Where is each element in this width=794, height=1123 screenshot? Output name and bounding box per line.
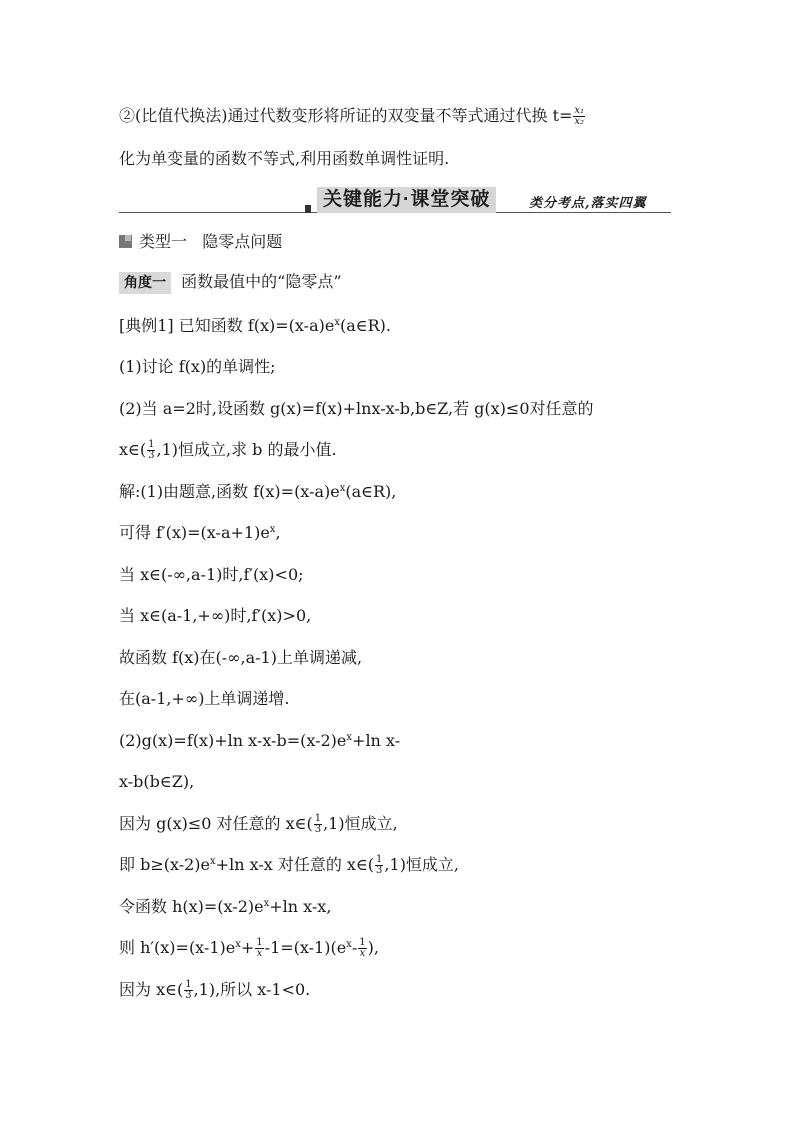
section-title: 关键能力·课堂突破 [317,187,496,213]
intro-line-2: 化为单变量的函数不等式,利用函数单调性证明. [119,149,450,168]
question-1: (1)讨论 f(x)的单调性; [119,357,276,376]
solution-line-3: 当 x∈(-∞,a-1)时,f′(x)<0; [119,565,304,584]
fraction-one-third: $\frac{1}{3}$ [185,979,192,1001]
solution-line-5: 故函数 f(x)在(-∞,a-1)上单调递减, [119,648,363,667]
solution-line-13: 因为 x∈( $\frac{1}{3}$ ,1),所以 x-1<0. [119,979,311,1001]
section-marker-icon [305,205,311,213]
solution-line-4: 当 x∈(a-1,+∞)时,f′(x)>0, [119,606,312,625]
type-title: 隐零点问题 [202,232,283,251]
angle-heading [119,271,342,294]
solution-line-9: 因为 g(x)≤0 对任意的 x∈( $\frac{1}{3}$ ,1)恒成立, [119,813,398,835]
fraction-one-third: $\frac{1}{3}$ [376,854,383,876]
fraction-one-over-x: $\frac{1}{x}$ [359,937,366,959]
solution-line-10: 即 $b\ge(x-2)e^x+\ln$ x-x 对任意的 x∈( $\frac{1}{3}$ ,1)恒成立, [119,854,460,876]
solution-line-1: 解:(1)由题意,函数 $f(x)=(x-a)e^x(a\in R)$, [119,482,397,501]
type-heading [119,231,282,253]
intro-line-1 [119,106,586,127]
solution-line-2: 可得 $f'(x)=(x-a+1)e^x$, [119,523,281,542]
type-square-accent-icon [125,235,131,241]
intro-text: ②(比值代换法)通过代数变形将所证的双变量不等式通过代换 t= [119,106,573,125]
solution-line-12: 则 $h'(x)=(x-1)e^x+$ $\frac{1}{x}$ $-1=(x-1)(e^x-$ $\frac{1}{x}$ ), [119,937,379,959]
fraction-x1-x2: $\frac{\text{x₁}}{\text{x₂}}$ [574,105,585,127]
type-label: 类型一 [139,232,188,251]
solution-line-6: 在(a-1,+∞)上单调递增. [119,689,290,708]
angle-tag: 角度一 [119,272,171,294]
question-2-line-1: (2)当 a=2时,设函数 g(x)=f(x)+lnx-x-b,b∈Z,若 g(x)≤0对任意的 [119,399,594,418]
solution-line-8: x-b(b∈Z), [119,772,195,791]
section-subtitle: 类分考点,落实四翼 [529,196,647,211]
question-2-line-2: x∈( $\frac{1}{3}$ ,1)恒成立,求 b 的最小值. [119,439,337,461]
solution-line-7: (2)g(x)=f(x)+ln $x-x-b=(x-2)e^x+\ln$ x- [119,731,401,750]
fraction-one-over-x: $\frac{1}{x}$ [256,937,263,959]
section-header [119,185,671,215]
fraction-one-third: $\frac{1}{3}$ [148,439,155,461]
solution-line-11: 令函数 $h(x)=(x-2)e^x+\ln$ x-x, [119,897,332,916]
fraction-one-third: $\frac{1}{3}$ [314,813,322,835]
example-statement: [典例1] 已知函数 $f(x)=(x-a)e^x(a\in R)$. [119,316,391,335]
angle-title: 函数最值中的“隐零点” [181,272,342,291]
